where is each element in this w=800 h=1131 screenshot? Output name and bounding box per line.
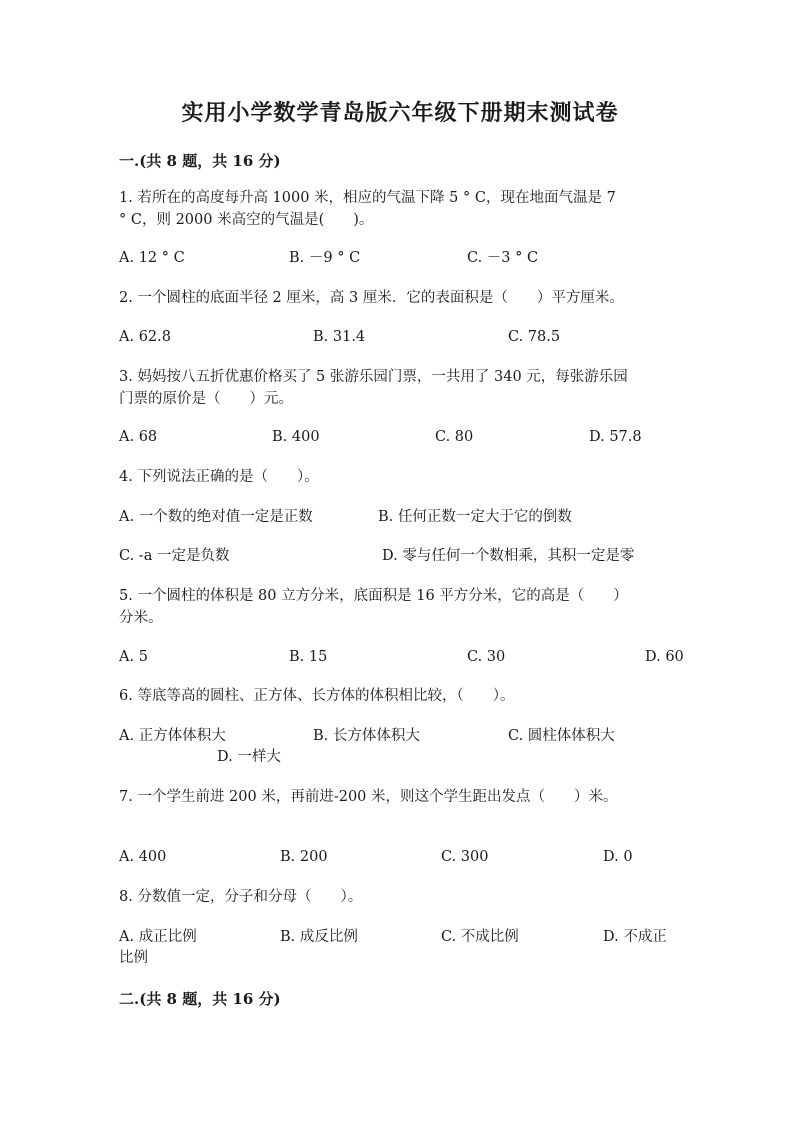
option-a: A. 68 xyxy=(119,429,158,445)
question-line: 2. 一个圆柱的底面半径 2 厘米，高 3 厘米．它的表面积是（ ）平方厘米。 xyxy=(119,290,624,306)
question-2 xyxy=(119,287,719,309)
option-d: D. 57.8 xyxy=(589,429,642,445)
question-5 xyxy=(119,585,679,629)
option-d: D. 一样大 xyxy=(217,749,281,765)
question-line: 6. 等底等高的圆柱、正方体、长方体的体积相比较，（ ）。 xyxy=(119,688,515,704)
option-a: A. 正方体体积大 xyxy=(119,728,226,744)
option-a: A. 400 xyxy=(119,849,167,865)
option-d: D. 零与任何一个数相乘，其积一定是零 xyxy=(382,548,635,564)
option-a: A. 成正比例 xyxy=(119,929,197,945)
option-b: B. 长方体体积大 xyxy=(313,728,420,744)
question-line: ° C，则 2000 米高空的气温是( )。 xyxy=(119,212,374,228)
option-b: B. 15 xyxy=(289,649,328,665)
option-c: C. 不成比例 xyxy=(441,929,519,945)
section-heading-1: 一.(共 8 题，共 16 分) xyxy=(119,152,281,170)
question-line: 分米。 xyxy=(119,610,163,626)
page-title: 实用小学数学青岛版六年级下册期末测试卷 xyxy=(181,100,619,126)
question-line: 5. 一个圆柱的体积是 80 立方分米，底面积是 16 平方分米，它的高是（ ） xyxy=(119,588,628,604)
option-c: C. －3 ° C xyxy=(467,250,539,266)
question-line: 3. 妈妈按八五折优惠价格买了 5 张游乐园门票，一共用了 340 元，每张游乐园 xyxy=(119,369,628,385)
question-4 xyxy=(119,466,679,488)
option-c: C. 300 xyxy=(441,849,489,865)
option-a: A. 12 ° C xyxy=(119,250,185,266)
option-c: C. 30 xyxy=(467,649,506,665)
option-b: B. 200 xyxy=(280,849,328,865)
option-c: C. -a 一定是负数 xyxy=(119,548,230,564)
question-1 xyxy=(119,187,679,231)
question-5-options xyxy=(119,646,699,668)
question-4-options-row1 xyxy=(119,506,699,528)
question-7-options xyxy=(119,846,699,868)
question-line: 7. 一个学生前进 200 米，再前进-200 米，则这个学生距出发点（ ）米。 xyxy=(119,789,618,805)
question-1-options xyxy=(119,247,699,269)
question-8-options xyxy=(119,926,699,948)
section-heading-2: 二.(共 8 题，共 16 分) xyxy=(119,990,281,1008)
question-6-options xyxy=(119,725,699,747)
question-4-options-row2 xyxy=(119,545,699,567)
option-b: B. 31.4 xyxy=(313,329,366,345)
question-3 xyxy=(119,366,679,410)
option-a: A. 一个数的绝对值一定是正数 xyxy=(119,509,313,525)
question-7 xyxy=(119,786,719,808)
option-b: B. 任何正数一定大于它的倒数 xyxy=(378,509,572,525)
option-b: B. 成反比例 xyxy=(280,929,358,945)
question-line: 1. 若所在的高度每升高 1000 米，相应的气温下降 5 ° C，现在地面气温是 7 xyxy=(119,190,616,206)
option-b: B. －9 ° C xyxy=(289,250,361,266)
option-d: D. 0 xyxy=(603,849,633,865)
option-c: C. 圆柱体体积大 xyxy=(508,728,615,744)
option-a: A. 62.8 xyxy=(119,329,171,345)
question-6 xyxy=(119,685,679,707)
option-d: D. 不成正 xyxy=(603,929,667,945)
question-line: 门票的原价是（ ）元。 xyxy=(119,391,293,407)
question-line: 4. 下列说法正确的是（ ）。 xyxy=(119,469,319,485)
question-line: 8. 分数值一定，分子和分母（ ）。 xyxy=(119,889,363,905)
question-8 xyxy=(119,886,679,908)
option-d-wrap: 比例 xyxy=(119,950,148,966)
option-c: C. 80 xyxy=(435,429,474,445)
question-3-options xyxy=(119,426,699,448)
option-d: D. 60 xyxy=(645,649,684,665)
option-a: A. 5 xyxy=(119,649,148,665)
question-2-options xyxy=(119,326,699,348)
option-c: C. 78.5 xyxy=(508,329,561,345)
option-b: B. 400 xyxy=(272,429,320,445)
